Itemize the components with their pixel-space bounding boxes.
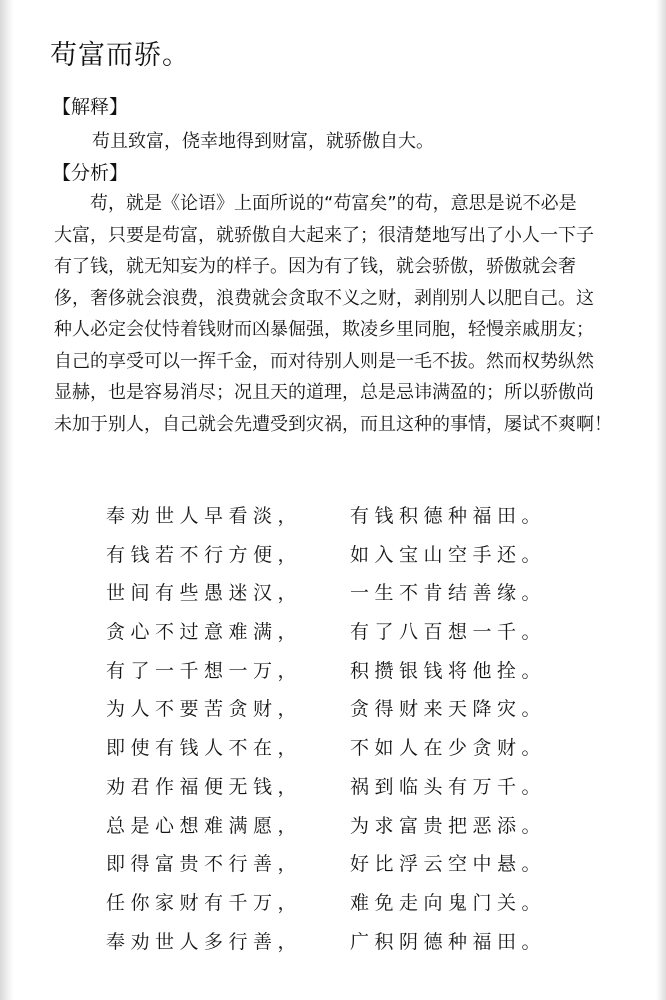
poem-line-second: 有钱积德种福田。 [350,505,547,527]
poem-line-second: 祸到临头有万千。 [350,775,547,798]
poem-line-first: 贪心不过意难满， [106,621,303,644]
analysis-line: 种人必定会仗恃着钱财而凶暴倔强，欺凌乡里同胞，轻慢亲戚朋友； [54,319,594,340]
poem-line-second: 一生不肯结善缘。 [350,582,547,605]
analysis-line: 侈，奢侈就会浪费，浪费就会贪取不义之财，剥削别人以肥自己。这 [54,287,594,309]
analysis-line: 显赫，也是容易消尽；况且天的道理，总是忌讳满盈的；所以骄傲尚 [54,382,594,403]
poem-couplet [106,613,606,652]
poem-line-first: 劝君作福便无钱， [106,775,303,798]
poem-couplet [106,729,606,768]
explanation-label: 【解释】 [52,96,129,118]
poem-line-first: 总是心想难满愿， [106,814,303,837]
poem-line-second: 难免走向鬼门关。 [350,891,547,914]
analysis-line: 有了钱，就无知妄为的样子。因为有了钱，就会骄傲，骄傲就会奢 [54,256,576,277]
page-title: 苟富而骄。 [50,40,190,71]
poem-line-second: 如入宝山空手还。 [350,543,547,566]
poem-couplet [106,690,606,729]
analysis-line: 大富，只要是苟富，就骄傲自大起来了；很清楚地写出了小人一下子 [54,224,594,246]
poem-line-second: 贪得财来天降灾。 [350,698,547,721]
poem-line-first: 为人不要苦贪财， [106,698,303,721]
explanation-text: 苟且致富，侥幸地得到财富，就骄傲自大。 [92,131,434,152]
poem-couplet [106,923,606,962]
poem-line-second: 为求富贵把恶添。 [350,814,547,837]
poem-line-second: 广积阴德种福田。 [350,930,547,953]
poem-couplet [106,574,606,613]
poem-line-second: 好比浮云空中悬。 [350,853,547,876]
poem-couplet [106,536,606,575]
poem-couplet [106,652,606,691]
poem-line-first: 即使有钱人不在， [106,737,303,760]
analysis-line: 苟，就是《论语》上面所说的“苟富矣”的苟，意思是说不必是 [90,193,577,214]
poem-line-first: 世间有些愚迷汉， [106,582,303,605]
poem-couplet [106,497,606,536]
poem-line-first: 任你家财有千万， [106,891,303,914]
analysis-label: 【分析】 [52,162,129,184]
page-left-edge [0,0,14,1000]
poem-line-first: 有钱若不行方便， [106,543,303,566]
poem-line-first: 有了一千想一万， [106,659,303,682]
poem-line-first: 奉劝世人多行善， [106,930,303,953]
poem-couplet [106,768,606,807]
poem [106,497,606,961]
poem-couplet [106,884,606,923]
page-right-edge [656,0,666,1000]
poem-line-second: 积攒银钱将他拴。 [350,659,547,682]
poem-line-second: 不如人在少贪财。 [350,737,547,760]
poem-line-first: 即得富贵不行善， [106,853,303,876]
poem-line-second: 有了八百想一千。 [350,621,547,644]
analysis-line: 未加于别人，自己就会先遭受到灾祸，而且这种的事情，屡试不爽啊！ [54,413,612,435]
poem-line-first: 奉劝世人早看淡， [106,505,303,527]
poem-couplet [106,807,606,846]
poem-couplet [106,845,606,884]
analysis-paragraph [54,188,630,440]
analysis-line: 自己的享受可以一挥千金，而对待别人则是一毛不拔。然而权势纵然 [54,350,594,372]
